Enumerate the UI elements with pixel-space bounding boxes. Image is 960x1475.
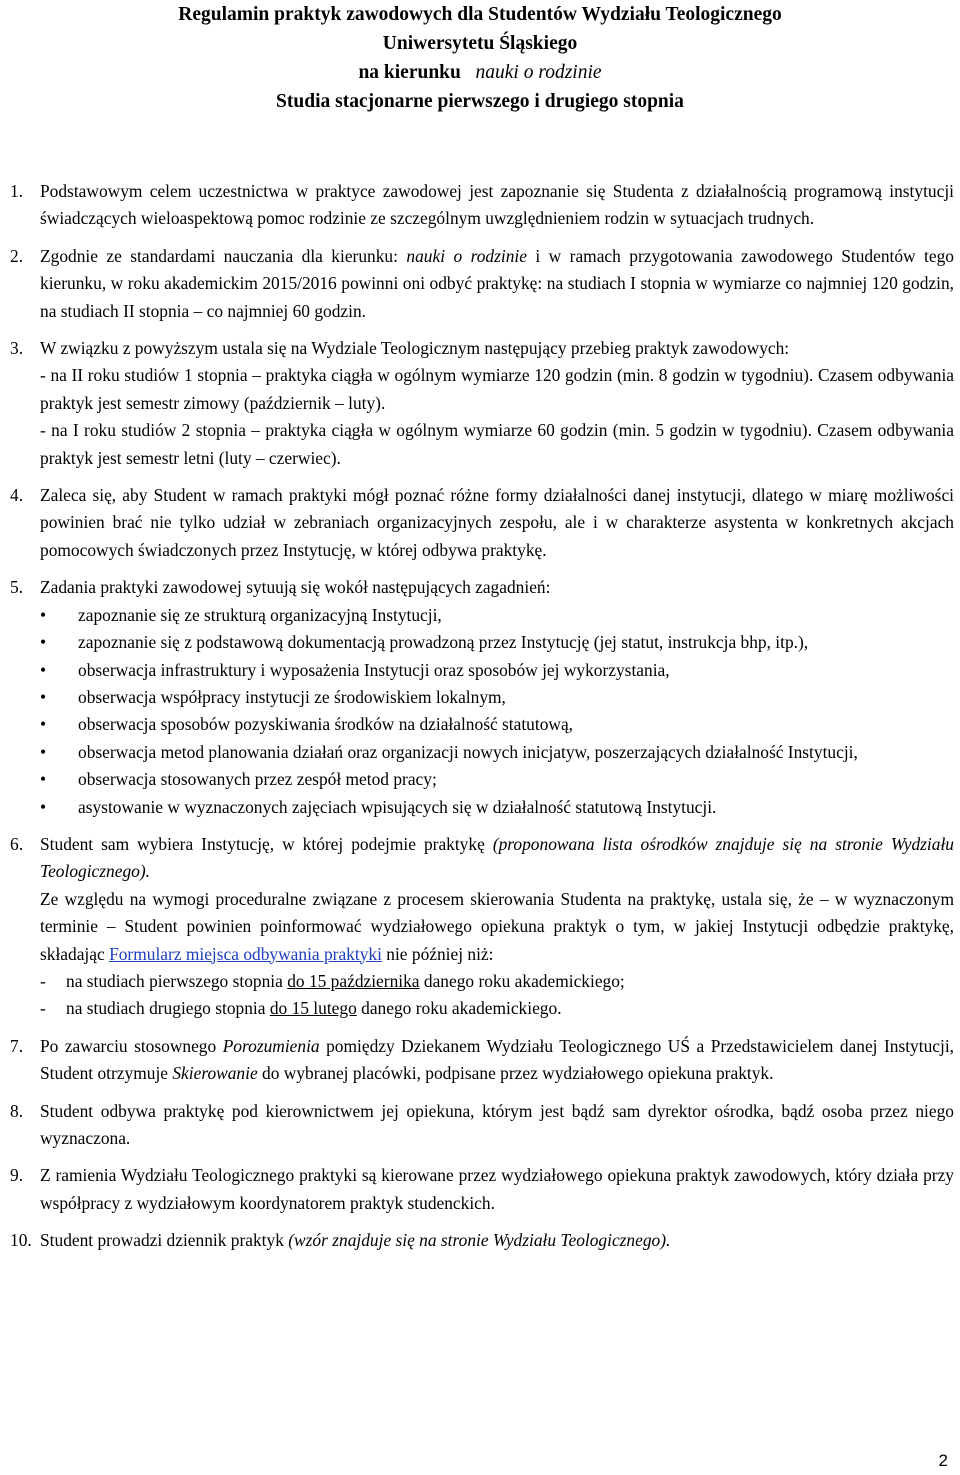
paragraph-text: [40, 1033, 954, 1088]
dash-marker: -: [40, 998, 46, 1019]
title-line-4: Studia stacjonarne pierwszego i drugiego stopnia: [276, 91, 684, 112]
text-span: i w ramach przygotowania zawodowego Studentów tego kierunku, w roku akademickim 2015/2016 powinni oni odbyć praktykę: na studiach I stopnia w wymiarze co najmniej 120 godzin, na studiach II stopnia – co najmniej 60 godzin.: [40, 245, 954, 321]
text-span: do wybranej placówki, podpisane przez wydziałowego opiekuna praktyk.: [262, 1063, 774, 1084]
paragraph-number: 2.: [10, 245, 24, 266]
text-span: nie później niż:: [386, 943, 494, 964]
paragraph-number: 4.: [10, 485, 24, 506]
paragraph-text: [40, 831, 954, 1023]
task-list-item: [40, 602, 954, 629]
deadline-second-degree: [40, 995, 954, 1022]
paragraph-text: Podstawowym celem uczestnictwa w praktyce zawodowej jest zapoznanie się Studenta z działalnością programową instytucji świadczących wieloaspektową pomoc rodzinie ze szczególnym uwzględnieniem rodzin w sytuacjach trudnych.: [40, 181, 954, 229]
paragraph-number: 5.: [10, 577, 24, 598]
schedule-line-2: - na I roku studiów 2 stopnia – praktyka ciągła w ogólnym wymiarze 60 godzin (min. 5 godzin w tygodniu). Czasem odbywania praktyk jest semestr letni (luty – czerwiec).: [40, 420, 954, 468]
bullet-marker: •: [40, 632, 47, 653]
text-span: Po zawarciu stosownego: [40, 1035, 217, 1056]
deadline-text: [66, 968, 954, 995]
paragraph-10: [10, 1227, 954, 1254]
paragraph-6-sentence-1: [40, 831, 954, 886]
page-number: 2: [938, 1451, 948, 1470]
task-list: [40, 602, 954, 821]
bullet-marker: •: [40, 714, 47, 735]
italic-note: (proponowana lista ośrodków znajduje się na stronie Wydziału Teologicznego).: [40, 833, 954, 882]
paragraph-text: Student odbywa praktykę pod kierownictwem jej opiekuna, którym jest bądź sam dyrektor ośrodka, bądź osoba przez niego wyznaczona.: [40, 1100, 954, 1148]
text-span: Ze względu na wymogi proceduralne związane z procesem skierowania Studenta na praktykę, ustala się, że – w wyznaczonym terminie – Student powinien poinformować wydziałowego opiekuna praktyk o tym, w jakiej Instytucji odbędzie praktykę, składając: [40, 888, 954, 964]
deadline-date: do 15 lutego: [269, 998, 357, 1019]
text-span: danego roku akademickiego;: [423, 970, 625, 991]
task-list-item: [40, 711, 954, 738]
bullet-marker: •: [40, 741, 47, 762]
paragraph-9: [10, 1162, 954, 1217]
bullet-marker: •: [40, 686, 47, 707]
paragraph-2: [10, 243, 954, 325]
task-list-item-text: asystowanie w wyznaczonych zajęciach wpisujących się w działalność statutową Instytucji.: [78, 796, 717, 817]
task-list-item-text: obserwacja stosowanych przez zespół metod pracy;: [78, 769, 437, 790]
paragraph-4: [10, 482, 954, 564]
task-list-item: [40, 794, 954, 821]
paragraph-7: [10, 1033, 954, 1088]
task-list-item-text: zapoznanie się ze strukturą organizacyjną Instytucji,: [78, 604, 442, 625]
paragraph-number: 10.: [10, 1230, 32, 1251]
paragraph-intro: W związku z powyższym ustala się na Wydziale Teologicznym następujący przebieg praktyk zawodowych:: [40, 338, 790, 359]
paragraph-text: Zaleca się, aby Student w ramach praktyki mógł poznać różne formy działalności danej instytucji, dlatego w miarę możliwości powinien brać nie tylko udział w zebraniach organizacyjnych zespołu, ale i w charakterze asystenta w konkretnych akcjach pomocowych świadczonych przez Instytucję, w której odbywa praktykę.: [40, 485, 954, 560]
bullet-marker: •: [40, 796, 47, 817]
task-list-item-text: obserwacja infrastruktury i wyposażenia Instytucji oraz sposobów jej wykorzystania,: [78, 659, 670, 680]
paragraph-text: Z ramienia Wydziału Teologicznego praktyki są kierowane przez wydziałowego opiekuna praktyk zawodowych, który działa przy współpracy z wydziałowym koordynatorem praktyk studenckich.: [40, 1165, 954, 1213]
regulation-body: [10, 178, 954, 1255]
bullet-marker: •: [40, 604, 47, 625]
task-list-item: [40, 766, 954, 793]
paragraph-5: [10, 574, 954, 821]
paragraph-number: 3.: [10, 338, 24, 359]
title-field-of-study: nauki o rodzinie: [475, 62, 602, 83]
text-span: pomiędzy Dziekanem Wydziału Teologicznego UŚ a Przedstawicielem danej Instytucji, Student otrzymuje: [40, 1035, 955, 1084]
task-list-item-text: obserwacja metod planowania działań oraz organizacji nowych inicjatyw, poszerzających działalność Instytucji,: [78, 741, 858, 762]
text-span: Student prowadzi dziennik praktyk: [40, 1230, 284, 1251]
text-span: Student sam wybiera Instytucję, w której podejmie praktykę: [40, 833, 485, 854]
italic-note: (wzór znajduje się na stronie Wydziału Teologicznego).: [288, 1230, 671, 1251]
paragraph-text: [40, 243, 954, 325]
text-span: danego roku akademickiego.: [361, 998, 562, 1019]
task-list-item: [40, 629, 954, 656]
task-list-item-text: obserwacja współpracy instytucji ze środowiskiem lokalnym,: [78, 686, 506, 707]
task-list-item: [40, 657, 954, 684]
italic-term: Skierowanie: [172, 1063, 258, 1084]
paragraph-8: [10, 1098, 954, 1153]
title-line-3-prefix: na kierunku: [358, 62, 461, 83]
text-span: na studiach drugiego stopnia: [66, 998, 266, 1019]
paragraph-text: [40, 574, 954, 821]
task-list-item: [40, 739, 954, 766]
title-line-1: Regulamin praktyk zawodowych dla Studentów Wydziału Teologicznego: [178, 4, 782, 25]
document-title: [0, 0, 960, 116]
paragraph-number: 7.: [10, 1035, 24, 1056]
paragraph-text: [40, 1227, 954, 1254]
text-span: Zgodnie ze standardami nauczania dla kierunku:: [40, 245, 398, 266]
bullet-marker: •: [40, 769, 47, 790]
paragraph-3: [10, 335, 954, 472]
paragraph-text: [40, 335, 954, 472]
title-line-2: Uniwersytetu Śląskiego: [382, 33, 578, 54]
title-line-3: [0, 58, 960, 87]
paragraph-intro: Zadania praktyki zawodowej sytuują się wokół następujących zagadnień:: [40, 577, 551, 598]
italic-term: Porozumienia: [222, 1035, 320, 1056]
schedule-line-1: - na II roku studiów 1 stopnia – praktyka ciągła w ogólnym wymiarze 120 godzin (min. 8 godzin w tygodniu). Czasem odbywania praktyk jest semestr zimowy (październik – luty).: [40, 365, 954, 413]
paragraph-number: 8.: [10, 1100, 24, 1121]
deadline-date: do 15 października: [287, 970, 420, 991]
paragraph-6-sentence-2: [40, 886, 954, 968]
deadline-text: [66, 995, 954, 1022]
paragraph-number: 6.: [10, 833, 24, 854]
paragraph-1: [10, 178, 954, 233]
paragraph-6: [10, 831, 954, 1023]
dash-marker: -: [40, 970, 46, 991]
bullet-marker: •: [40, 659, 47, 680]
task-list-item-text: zapoznanie się z podstawową dokumentacją prowadzoną przez Instytucję (jej statut, instrukcja bhp, itp.),: [78, 632, 809, 653]
paragraph-number: 1.: [10, 181, 24, 201]
text-span: na studiach pierwszego stopnia: [66, 970, 283, 991]
task-list-item-text: obserwacja sposobów pozyskiwania środków na działalność statutową,: [78, 714, 574, 735]
form-link[interactable]: Formularz miejsca odbywania praktyki: [109, 943, 382, 964]
field-name-italic: nauki o rodzinie: [406, 245, 527, 266]
paragraph-number: 9.: [10, 1165, 24, 1186]
deadline-first-degree: [40, 968, 954, 995]
task-list-item: [40, 684, 954, 711]
